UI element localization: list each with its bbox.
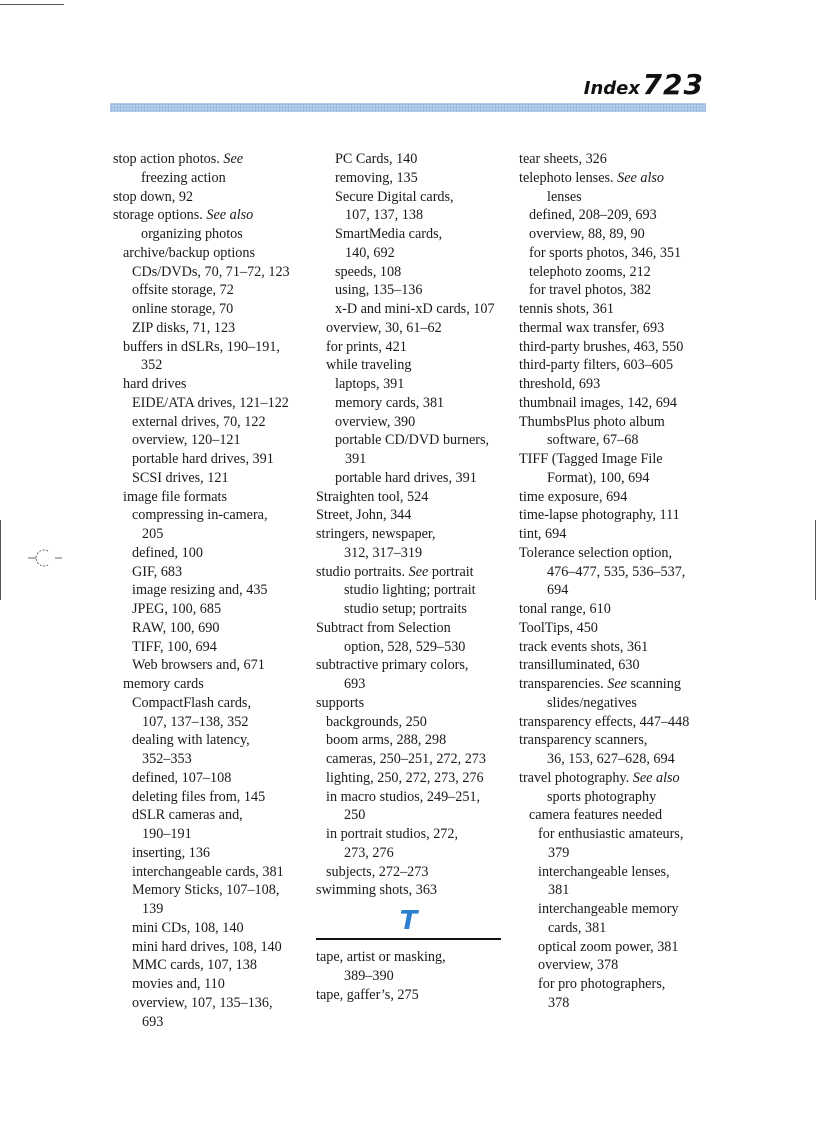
index-entry: 190–191	[142, 826, 192, 842]
index-entry: 379	[548, 844, 570, 861]
index-entry: defined, 208–209, 693	[529, 207, 657, 224]
index-entry: lenses	[547, 188, 582, 205]
index-entry: time-lapse photography, 111	[519, 507, 680, 524]
index-entry: EIDE/ATA drives, 121–122	[132, 394, 289, 411]
index-entry: defined, 107–108	[132, 769, 232, 786]
index-entry: memory cards, 381	[335, 394, 445, 411]
index-entry: 107, 137, 138	[345, 207, 424, 224]
index-entry: 693	[142, 1013, 164, 1030]
index-entry: SmartMedia cards,	[335, 226, 443, 242]
index-entry: GIF, 683	[132, 563, 183, 580]
index-entry: overview, 120–121	[132, 432, 241, 449]
index-entry: tonal range, 610	[519, 601, 611, 617]
index-entry: movies and, 110	[132, 976, 225, 992]
index-entry: organizing photos	[141, 226, 243, 242]
index-entry: time exposure, 694	[519, 488, 628, 505]
index-entry: Street, John, 344	[316, 507, 412, 524]
index-entry: 312, 317–319	[344, 544, 423, 561]
index-entry: telephoto lenses. See also	[519, 169, 664, 186]
index-entry: tear sheets, 326	[519, 151, 607, 167]
index-entry: third-party filters, 603–605	[519, 357, 674, 374]
index-entry: speeds, 108	[335, 263, 402, 280]
index-entry: camera features needed	[529, 807, 663, 824]
index-entry: defined, 100	[132, 544, 203, 561]
index-entry: TIFF (Tagged Image File	[519, 451, 663, 467]
index-entry: mini CDs, 108, 140	[132, 919, 244, 936]
index-entry: track events shots, 361	[519, 638, 649, 655]
index-entry: PC Cards, 140	[335, 151, 418, 167]
index-entry: studio lighting; portrait	[344, 582, 476, 599]
index-entry: JPEG, 100, 685	[132, 601, 222, 617]
column-2-entries	[316, 150, 508, 900]
index-entry: overview, 107, 135–136,	[132, 994, 273, 1011]
index-entry: 391	[345, 451, 367, 467]
index-entry: 381	[548, 882, 570, 899]
index-entry: 352–353	[142, 751, 192, 767]
index-entry: in portrait studios, 272,	[326, 826, 459, 842]
index-entry: software, 67–68	[547, 432, 639, 449]
index-entry: 205	[142, 526, 164, 542]
index-entry: ZIP disks, 71, 123	[132, 319, 236, 336]
index-entry: for sports photos, 346, 351	[529, 244, 682, 261]
index-entry: interchangeable memory	[538, 901, 679, 917]
index-entry: mini hard drives, 108, 140	[132, 938, 282, 955]
index-entry: external drives, 70, 122	[132, 413, 266, 430]
index-entry: supports	[316, 694, 365, 711]
index-entry: 476–477, 535, 536–537,	[547, 563, 686, 580]
index-entry: 693	[344, 676, 366, 692]
index-entry: 694	[547, 582, 569, 599]
index-entry: stop action photos. See	[113, 151, 244, 167]
index-entry: portable hard drives, 391	[132, 451, 274, 467]
index-entry: boom arms, 288, 298	[326, 732, 447, 749]
index-entry: tape, gaffer’s, 275	[316, 986, 419, 1003]
index-entry: stringers, newspaper,	[316, 526, 436, 542]
index-column-2	[316, 150, 508, 1004]
crop-mark-top	[0, 4, 64, 5]
index-entry: thermal wax transfer, 693	[519, 319, 665, 336]
section-t-entries	[316, 948, 508, 1004]
index-entry: backgrounds, 250	[326, 713, 427, 730]
index-entry: 107, 137–138, 352	[142, 713, 249, 730]
index-entry: telephoto zooms, 212	[529, 263, 651, 280]
index-entry: studio setup; portraits	[344, 601, 467, 617]
index-entry: swimming shots, 363	[316, 882, 438, 899]
index-entry: x-D and mini-xD cards, 107	[335, 301, 495, 317]
index-entry: transilluminated, 630	[519, 657, 640, 674]
index-entry: for travel photos, 382	[529, 282, 652, 299]
index-entry: memory cards	[123, 676, 204, 692]
index-entry: overview, 390	[335, 413, 416, 430]
index-entry: for enthusiastic amateurs,	[538, 826, 684, 842]
header-band	[110, 103, 706, 112]
index-entry: portable CD/DVD burners,	[335, 432, 490, 449]
index-entry: Secure Digital cards,	[335, 188, 454, 205]
index-entry: TIFF, 100, 694	[132, 638, 217, 655]
index-entry: lighting, 250, 272, 273, 276	[326, 769, 484, 786]
index-entry: transparency effects, 447–448	[519, 713, 690, 730]
index-entry: compressing in-camera,	[132, 507, 268, 524]
index-entry: hard drives	[123, 376, 187, 392]
index-entry: storage options. See also	[113, 207, 254, 224]
index-entry: archive/backup options	[123, 244, 255, 261]
index-entry: for prints, 421	[326, 338, 407, 355]
index-column-1	[113, 150, 303, 1031]
index-entry: travel photography. See also	[519, 769, 680, 786]
index-entry: studio portraits. See portrait	[316, 563, 474, 580]
index-entry: overview, 30, 61–62	[326, 319, 442, 336]
index-entry: image resizing and, 435	[132, 582, 268, 599]
index-entry: third-party brushes, 463, 550	[519, 338, 684, 355]
index-entry: 389–390	[344, 967, 394, 984]
index-column-3	[519, 150, 714, 1013]
index-entry: portable hard drives, 391	[335, 469, 477, 486]
index-entry: option, 528, 529–530	[344, 638, 466, 655]
index-entry: slides/negatives	[547, 694, 637, 711]
index-entry: Straighten tool, 524	[316, 488, 429, 505]
page-number: 723	[642, 68, 704, 101]
index-entry: CDs/DVDs, 70, 71–72, 123	[132, 263, 290, 280]
index-entry: Tolerance selection option,	[519, 544, 673, 561]
index-entry: laptops, 391	[335, 376, 405, 392]
index-entry: using, 135–136	[335, 282, 423, 299]
index-entry: tennis shots, 361	[519, 301, 614, 317]
index-entry: optical zoom power, 381	[538, 938, 679, 955]
index-entry: ToolTips, 450	[519, 619, 598, 636]
index-entry: subtractive primary colors,	[316, 657, 469, 674]
index-entry: 378	[548, 994, 570, 1011]
index-entry: 273, 276	[344, 844, 394, 861]
index-entry: while traveling	[326, 357, 412, 374]
index-entry: transparencies. See scanning	[519, 676, 681, 692]
index-entry: offsite storage, 72	[132, 282, 234, 299]
index-entry: Format), 100, 694	[547, 469, 650, 486]
index-entry: cameras, 250–251, 272, 273	[326, 751, 486, 767]
index-entry: subjects, 272–273	[326, 863, 429, 880]
index-entry: deleting files from, 145	[132, 788, 266, 805]
crop-mark-left	[0, 520, 1, 600]
index-entry: CompactFlash cards,	[132, 694, 251, 711]
index-entry: image file formats	[123, 488, 228, 505]
index-entry: buffers in dSLRs, 190–191,	[123, 338, 280, 355]
index-entry: online storage, 70	[132, 301, 234, 317]
index-entry: Memory Sticks, 107–108,	[132, 882, 280, 899]
index-entry: 139	[142, 901, 164, 917]
index-entry: dealing with latency,	[132, 732, 250, 749]
index-entry: for pro photographers,	[538, 976, 666, 992]
header-title: Index	[583, 78, 640, 99]
section-letter-t: T	[399, 906, 418, 936]
index-entry: threshold, 693	[519, 376, 601, 392]
index-entry: SCSI drives, 121	[132, 469, 229, 486]
index-entry: dSLR cameras and,	[132, 807, 243, 824]
index-entry: freezing action	[141, 169, 226, 186]
index-entry: 140, 692	[345, 244, 395, 261]
index-entry: overview, 88, 89, 90	[529, 226, 645, 242]
registration-mark-icon	[28, 548, 62, 568]
index-entry: sports photography	[547, 788, 657, 805]
index-entry: tint, 694	[519, 526, 567, 542]
index-entry: thumbnail images, 142, 694	[519, 394, 678, 411]
index-entry: Web browsers and, 671	[132, 657, 265, 674]
page-header	[0, 68, 710, 108]
index-entry: ThumbsPlus photo album	[519, 413, 665, 430]
index-entry: RAW, 100, 690	[132, 619, 220, 636]
index-entry: transparency scanners,	[519, 732, 648, 749]
index-entry: inserting, 136	[132, 844, 211, 861]
index-entry: cards, 381	[548, 919, 607, 936]
index-entry: in macro studios, 249–251,	[326, 788, 481, 805]
index-entry: overview, 378	[538, 957, 619, 974]
index-entry: removing, 135	[335, 169, 418, 186]
index-entry: stop down, 92	[113, 188, 194, 205]
index-entry: 352	[141, 357, 163, 374]
index-entry: Subtract from Selection	[316, 619, 451, 636]
index-entry: 36, 153, 627–628, 694	[547, 751, 675, 767]
index-entry: tape, artist or masking,	[316, 949, 446, 965]
index-entry: MMC cards, 107, 138	[132, 957, 257, 974]
index-entry: 250	[344, 807, 366, 824]
index-entry: interchangeable lenses,	[538, 863, 670, 880]
index-entry: interchangeable cards, 381	[132, 863, 284, 880]
section-divider	[316, 938, 501, 940]
